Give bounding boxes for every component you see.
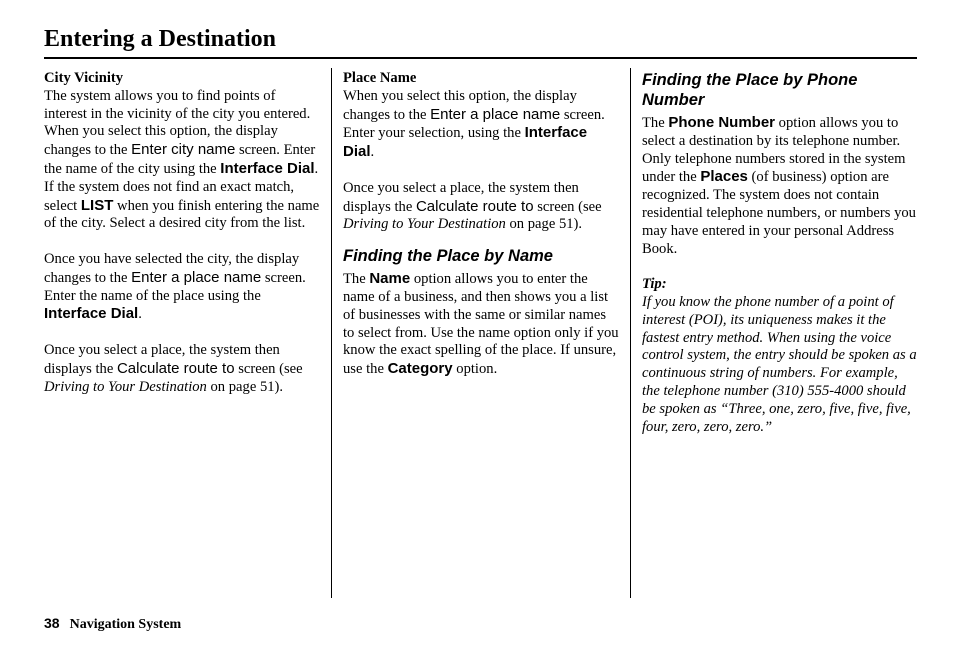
text: on page 51). xyxy=(505,216,583,233)
tip-text: If you know the phone number of a point of interest (POI), its uniqueness makes it the fastest entry method. When using the voice control system, the entry should be spoken as a continuous string of numbers. For example, the telephone number (310) 555-4000 should be spoken as “Three, one, zero, five, five, five, four, zero, zero, zero.” xyxy=(642,293,917,435)
page-title: Entering a Destination xyxy=(44,26,277,52)
text: The xyxy=(642,115,669,131)
text: (of business) option are recognized. The system does not contain residential telephone numbers, or numbers you may have entered in your personal Address Book. xyxy=(642,169,916,257)
text: . If the system does not find an exact match, select xyxy=(44,160,319,214)
cross-reference: Driving to Your Destination xyxy=(44,378,207,395)
city-vicinity-paragraph-1 xyxy=(44,88,320,233)
text: on page 51). xyxy=(206,378,284,395)
text: Once you select a place, the system then displays the xyxy=(343,179,579,215)
column-divider xyxy=(630,68,631,598)
page-number: 38 xyxy=(44,615,60,631)
ui-term: Interface Dial xyxy=(220,159,315,177)
ui-term: Category xyxy=(387,360,453,378)
text: . xyxy=(138,306,142,323)
find-by-phone-heading: Finding the Place by Phone Number xyxy=(642,71,858,109)
page-footer xyxy=(44,615,181,633)
text: When you select this option, the display changes to the xyxy=(343,87,577,123)
text: screen. Enter the name of the place using the xyxy=(44,269,306,304)
ui-term: Enter city name xyxy=(131,141,236,159)
city-vicinity-heading: City Vicinity xyxy=(44,70,124,86)
text: Once you select a place, the system then displays the xyxy=(44,341,280,377)
text: The system allows you to find points of interest in the vicinity of the city you entered. When you select this option, the display changes to the xyxy=(44,87,311,159)
column-city-vicinity xyxy=(44,70,320,396)
ui-term: Name xyxy=(369,270,411,288)
ui-term: Calculate route to xyxy=(415,197,534,215)
ui-term: Places xyxy=(700,168,748,186)
city-vicinity-paragraph-2 xyxy=(44,251,320,324)
ui-term: Interface Dial xyxy=(44,305,139,323)
column-phone-number xyxy=(642,70,918,436)
text: screen. Enter your selection, using the xyxy=(343,106,605,142)
place-name-paragraph-2 xyxy=(343,180,619,234)
find-by-name-paragraph xyxy=(343,270,619,379)
ui-term: Interface Dial xyxy=(343,124,588,161)
find-by-name-heading: Finding the Place by Name xyxy=(343,247,553,266)
ui-term: Calculate route to xyxy=(116,359,235,377)
ui-term: Enter a place name xyxy=(131,268,262,286)
text: . xyxy=(370,144,375,161)
text: option allows you to select a destination by its telephone number. Only telephone numbers stored in the system under the xyxy=(642,115,906,186)
footer-label: Navigation System xyxy=(69,617,182,632)
city-vicinity-paragraph-3 xyxy=(44,342,320,396)
text: option allows you to enter the name of a business, and then shows you a list of businesses with the same or similar names to select from. Use the name option only if you know the exact spelling of the place. If unsure, use the xyxy=(343,271,619,378)
column-divider xyxy=(331,68,332,598)
ui-term: Enter a place name xyxy=(430,105,561,123)
text: when you finish entering the name of the city. Select a desired city from the list. xyxy=(44,197,320,232)
tip-label: Tip: xyxy=(642,276,667,293)
place-name-paragraph-1 xyxy=(343,88,619,162)
ui-term: Phone Number xyxy=(668,114,776,131)
text: screen (see xyxy=(234,360,303,377)
place-name-heading: Place Name xyxy=(343,70,417,86)
text: The xyxy=(343,271,370,288)
find-by-phone-paragraph xyxy=(642,114,918,258)
text: screen (see xyxy=(533,198,602,215)
column-place-name xyxy=(343,70,619,379)
title-divider xyxy=(44,57,917,59)
text: screen. Enter the name of the city using the xyxy=(44,142,316,177)
text: Once you have selected the city, the display changes to the xyxy=(44,250,300,286)
cross-reference: Driving to Your Destination xyxy=(343,216,506,233)
text: option. xyxy=(452,361,498,378)
ui-term: LIST xyxy=(80,196,114,214)
